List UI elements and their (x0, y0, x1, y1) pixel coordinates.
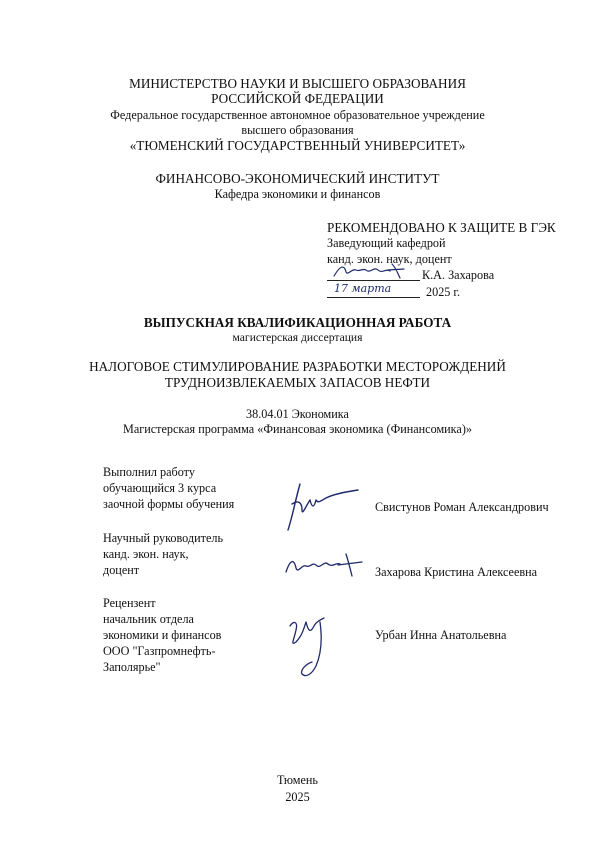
reviewer-role-line-5: Заполярье" (103, 660, 161, 674)
institution-line-1: Федеральное государственное автономное образовательное учреждение (110, 108, 485, 122)
author-role-line-2: обучающийся 3 курса (103, 481, 217, 495)
work-subtype: магистерская диссертация (232, 331, 363, 344)
approval-date-handwritten: 17 марта (334, 282, 392, 295)
approval-title: РЕКОМЕНДОВАНО К ЗАЩИТЕ В ГЭК (327, 220, 556, 235)
approval-position: Заведующий кафедрой (327, 236, 446, 250)
ministry-line-2: РОССИЙСКОЙ ФЕДЕРАЦИИ (211, 91, 384, 106)
ministry-line-1: МИНИСТЕРСТВО НАУКИ И ВЫСШЕГО ОБРАЗОВАНИЯ (129, 76, 466, 91)
supervisor-role-line-3: доцент (103, 563, 140, 577)
author-name: Свистунов Роман Александрович (375, 500, 549, 514)
institute-name: ФИНАНСОВО-ЭКОНОМИЧЕСКИЙ ИНСТИТУТ (155, 171, 440, 186)
supervisor-role-line-1: Научный руководитель (103, 531, 224, 545)
supervisor-name: Захарова Кристина Алексеевна (375, 565, 538, 579)
university-name: «ТЮМЕНСКИЙ ГОСУДАРСТВЕННЫЙ УНИВЕРСИТЕТ» (129, 138, 466, 153)
institution-line-2: высшего образования (241, 123, 354, 137)
footer-year: 2025 (285, 790, 310, 804)
work-type: ВЫПУСКНАЯ КВАЛИФИКАЦИОННАЯ РАБОТА (143, 315, 452, 330)
supervisor-role-line-2: канд. экон. наук, (103, 547, 189, 561)
reviewer-role-line-3: экономики и финансов (103, 628, 222, 642)
work-program: Магистерская программа «Финансовая экономика (Финансомика)» (123, 422, 472, 436)
approval-year: 2025 г. (426, 285, 461, 299)
reviewer-signature (282, 612, 348, 680)
work-code: 38.04.01 Экономика (246, 407, 349, 421)
reviewer-role-line-1: Рецензент (103, 596, 156, 610)
approval-name: К.А. Захарова (422, 268, 495, 282)
author-role-line-3: заочной формы обучения (103, 497, 235, 511)
approval-degree: канд. экон. наук, доцент (327, 252, 452, 266)
reviewer-name: Урбан Инна Анатольевна (375, 628, 507, 642)
work-title-line-2: ТРУДНОИЗВЛЕКАЕМЫХ ЗАПАСОВ НЕФТИ (164, 375, 431, 390)
reviewer-role-line-4: ООО "Газпромнефть- (103, 644, 216, 658)
author-role-line-1: Выполнил работу (103, 465, 195, 479)
supervisor-signature (282, 550, 364, 582)
reviewer-role-line-2: начальник отдела (103, 612, 194, 626)
work-title-line-1: НАЛОГОВОЕ СТИМУЛИРОВАНИЕ РАЗРАБОТКИ МЕСТОРОЖДЕНИЙ (89, 359, 506, 374)
footer-city: Тюмень (277, 773, 318, 787)
author-signature (282, 478, 362, 534)
approval-signature (330, 260, 422, 282)
department-name: Кафедра экономики и финансов (214, 187, 381, 201)
